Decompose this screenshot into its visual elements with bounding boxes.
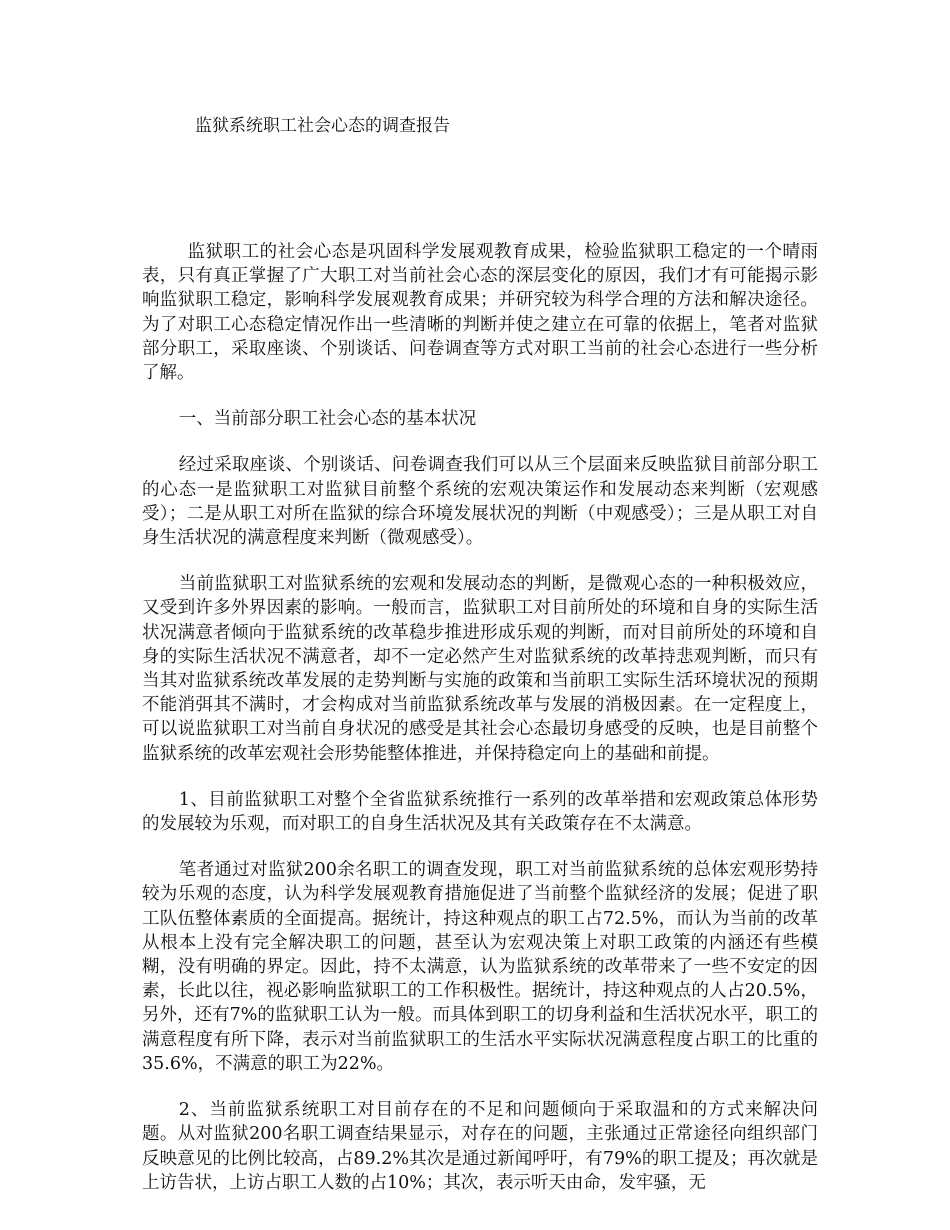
document-title: 监狱系统职工社会心态的调查报告 <box>195 116 450 136</box>
subheading-point-2: 2、当前监狱系统职工对目前存在的不足和问题倾向于采取温和的方式来解决问题。从对监狱200名职工调查结果显示，对存在的问题，主张通过正常途径向组织部门反映意见的比例比较高，占89.2%其次是通过新闻呼吁，有79%的职工提及；再次就是上访告状，上访占职工人数的占10%；其次，表示听天由命，发牢骚，无 <box>142 1100 818 1193</box>
paragraph-intro: 监狱职工的社会心态是巩固科学发展观教育成果，检验监狱职工稳定的一个晴雨表，只有真正掌握了广大职工对当前社会心态的深层变化的原因，我们才有可能揭示影响监狱职工稳定，影响科学发展观教育成果；并研究较为科学合理的方法和解决途径。为了对职工心态稳定情况作出一些清晰的判断并使之建立在可靠的依据上，笔者对监狱部分职工，采取座谈、个别谈话、问卷调查等方式对职工当前的社会心态进行一些分析了解。 <box>142 242 818 384</box>
section-heading-1: 一、当前部分职工社会心态的基本状况 <box>178 409 477 430</box>
paragraph-survey-results: 笔者通过对监狱200余名职工的调查发现，职工对当前监狱系统的总体宏观形势持较为乐观的态度，认为科学发展观教育措施促进了当前整个监狱经济的发展；促进了职工队伍整体素质的全面提高。据统计，持这种观点的职工占72.5%，而认为当前的改革从根本上没有完全解决职工的问题，甚至认为宏观决策上对职工政策的内涵还有些模糊，没有明确的界定。因此，持不太满意，认为监狱系统的改革带来了一些不安定的因素，长此以往，视必影响监狱职工的工作积极性。据统计，持这种观点的人占20.5%，另外，还有7%的监狱职工认为一般。而具体到职工的切身利益和生活状况水平，职工的满意程度有所下降，表示对当前监狱职工的生活水平实际状况满意程度占职工的比重的35.6%，不满意的职工为22%。 <box>142 860 818 1074</box>
paragraph-three-levels: 经过采取座谈、个别谈话、问卷调查我们可以从三个层面来反映监狱目前部分职工的心态一是监狱职工对监狱目前整个系统的宏观决策运作和发展动态来判断（宏观感受）；二是从职工对所在监狱的综合环境发展状况的判断（中观感受）；三是从职工对自身生活状况的满意程度来判断（微观感受）。 <box>142 455 818 549</box>
paragraph-macro-judgement: 当前监狱职工对监狱系统的宏观和发展动态的判断，是微观心态的一种积极效应，又受到许多外界因素的影响。一般而言，监狱职工对目前所处的环境和自身的实际生活状况满意者倾向于监狱系统的改革稳步推进形成乐观的判断，而对目前所处的环境和自身的实际生活状况不满意者，却不一定必然产生对监狱系统的改革持悲观判断，而只有当其对监狱系统改革发展的走势判断与实施的政策和当前职工实际生活环境状况的预期不能消弭其不满时，才会构成对当前监狱系统改革与发展的消极因素。在一定程度上，可以说监狱职工对当前自身状况的感受是其社会心态最切身感受的反映，也是目前整个监狱系统的改革宏观社会形势能整体推进，并保持稳定向上的基础和前提。 <box>142 574 818 764</box>
document-body <box>142 240 818 1217</box>
subheading-point-1: 1、目前监狱职工对整个全省监狱系统推行一系列的改革举措和宏观政策总体形势的发展较为乐观，而对职工的自身生活状况及其有关政策存在不太满意。 <box>142 789 818 835</box>
